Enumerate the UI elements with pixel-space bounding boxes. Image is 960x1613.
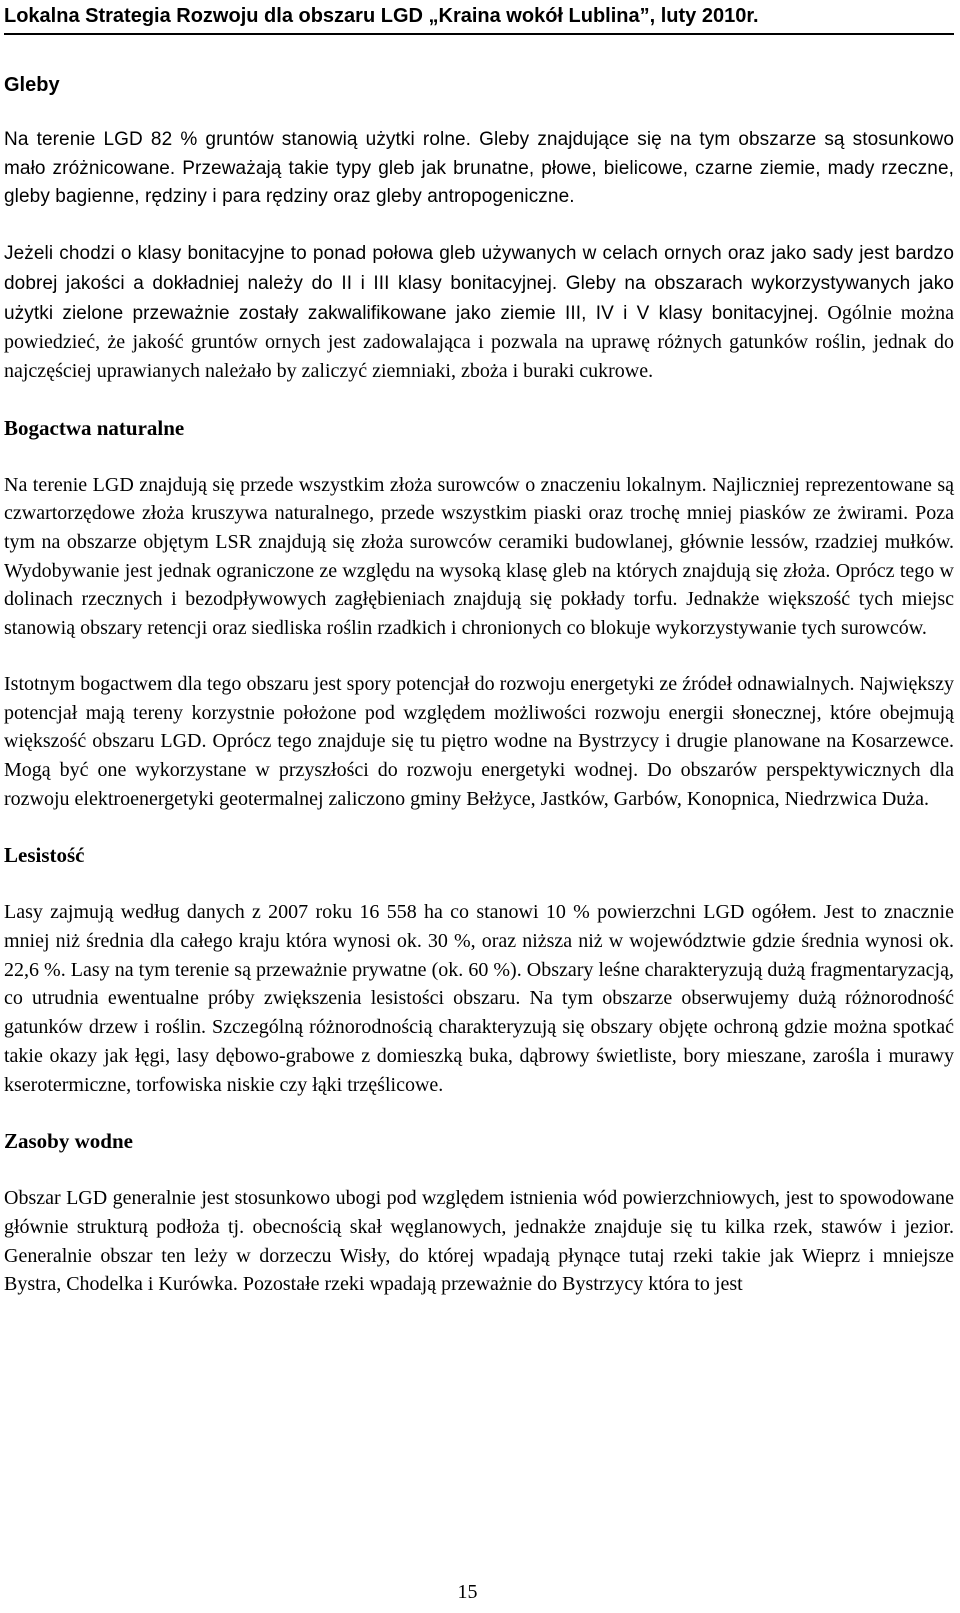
paragraph-gleby-1: Na terenie LGD 82 % gruntów stanowią użytki rolne. Gleby znajdujące się na tym obszarze są stosunkowo mało zróżnicowane. Przeważają takie typy gleb jak brunatne, płowe, bielicowe, czarne ziemie, mady rzeczne, gleby bagienne, rędziny i para rędziny oraz gleby antropogeniczne. bbox=[4, 129, 954, 208]
page-number: 15 bbox=[457, 1581, 478, 1603]
paragraph-gleby-2-sans: Jeżeli chodzi o klasy bonitacyjne to ponad połowa gleb używanych w celach ornych oraz jako sady jest bardzo dobrej jakości a dokładniej należy do II i III klasy bonitacyjnej. Gleby na obszarach wykorzystywanych jako użytki zielone przeważnie zostały zakwalifikowane jako ziemie III, IV i V klasy bonitacyjnej. bbox=[4, 243, 954, 324]
heading-zasoby: Zasoby wodne bbox=[4, 1129, 133, 1154]
heading-lesistosc: Lesistość bbox=[4, 843, 85, 868]
paragraph-gleby-2 bbox=[4, 239, 954, 386]
document-title: Lokalna Strategia Rozwoju dla obszaru LGD „Kraina wokół Lublina”, luty 2010r. bbox=[4, 5, 759, 27]
paragraph-lesistosc-1: Lasy zajmują według danych z 2007 roku 16 558 ha co stanowi 10 % powierzchni LGD ogółem. Jest to znacznie mniej niż średnia dla całego kraju która wynosi ok. 30 %, oraz niższa niż w województwie gdzie średnia wynosi ok. 22,6 %. Lasy na tym terenie są przeważnie prywatne (ok. 60 %). Obszary leśne charakteryzują dużą fragmentaryzacją, co utrudnia ewentualne próby zwiększenia lesistości obszaru. Na tym obszarze obserwujemy dużą różnorodność gatunków drzew i roślin. Szczególną różnorodnością charakteryzują się obszary objęte ochroną gdzie można spotkać takie okazy jak łęgi, lasy dębowo-grabowe z domieszką buka, dąbrowy świetliste, bory mieszane, zarośla i murawy kserotermiczne, torfowiska niskie czy łąki trzęślicowe. bbox=[4, 901, 954, 1096]
paragraph-bogactwa-2: Istotnym bogactwem dla tego obszaru jest spory potencjał do rozwoju energetyki ze źródeł odnawialnych. Największy potencjał mają tereny korzystnie położone pod względem możliwości rozwoju energii słonecznej, które obejmują większość obszaru LGD. Oprócz tego znajduje się tu piętro wodne na Bystrzycy i drugie planowane na Kosarzewce. Mogą być one wykorzystane w przyszłości do rozwoju energetyki wodnej. Do obszarów perspektywicznych dla rozwoju elektroenergetyki geotermalnej zaliczono gminy Bełżyce, Jastków, Garbów, Konopnica, Niedrzwica Duża. bbox=[4, 672, 954, 810]
heading-gleby: Gleby bbox=[4, 74, 60, 96]
paragraph-zasoby-1: Obszar LGD generalnie jest stosunkowo ubogi pod względem istnienia wód powierzchniowych, jest to spowodowane głównie strukturą podłoża tj. obecnością skał węglanowych, jednakże znajduje się tu kilka rzek, stawów i jezior. Generalnie obszar ten leży w dorzeczu Wisły, do której wpadają płynące tutaj rzeki takie jak Wieprz i mniejsze Bystra, Chodelka i Kurówka. Pozostałe rzeki wpadają przeważnie do Bystrzycy która to jest bbox=[4, 1187, 954, 1296]
paragraph-gleby-2-serif: Ogólnie można powiedzieć, że jakość gruntów ornych jest zadowalająca i pozwala na uprawę różnych gatunków roślin, jednak do najczęściej uprawianych należało by zaliczyć ziemniaki, zboża i buraki cukrowe. bbox=[4, 301, 955, 382]
document-body bbox=[4, 58, 954, 1326]
page-header bbox=[4, 3, 954, 35]
heading-bogactwa: Bogactwa naturalne bbox=[4, 415, 185, 440]
paragraph-bogactwa-1: Na terenie LGD znajdują się przede wszystkim złoża surowców o znaczeniu lokalnym. Najliczniej reprezentowane są czwartorzędowe złoża kruszywa naturalnego, przede wszystkim piaski oraz trochę mniej piasków ze żwirami. Poza tym na obszarze objętym LSR znajdują się złoża surowców ceramiki budowlanej, głównie lessów, rzadziej mułków. Wydobywanie jest jednak ograniczone ze względu na wysoką klasę gleb na których znajdują się złoża. Oprócz tego w dolinach rzecznych i bezodpływowych zagłębieniach znajdują się pokłady torfu. Jednakże większość tych miejsc stanowią obszary retencji oraz siedliska roślin rzadkich i chronionych co blokuje wykorzystywanie tych surowców. bbox=[4, 473, 954, 640]
